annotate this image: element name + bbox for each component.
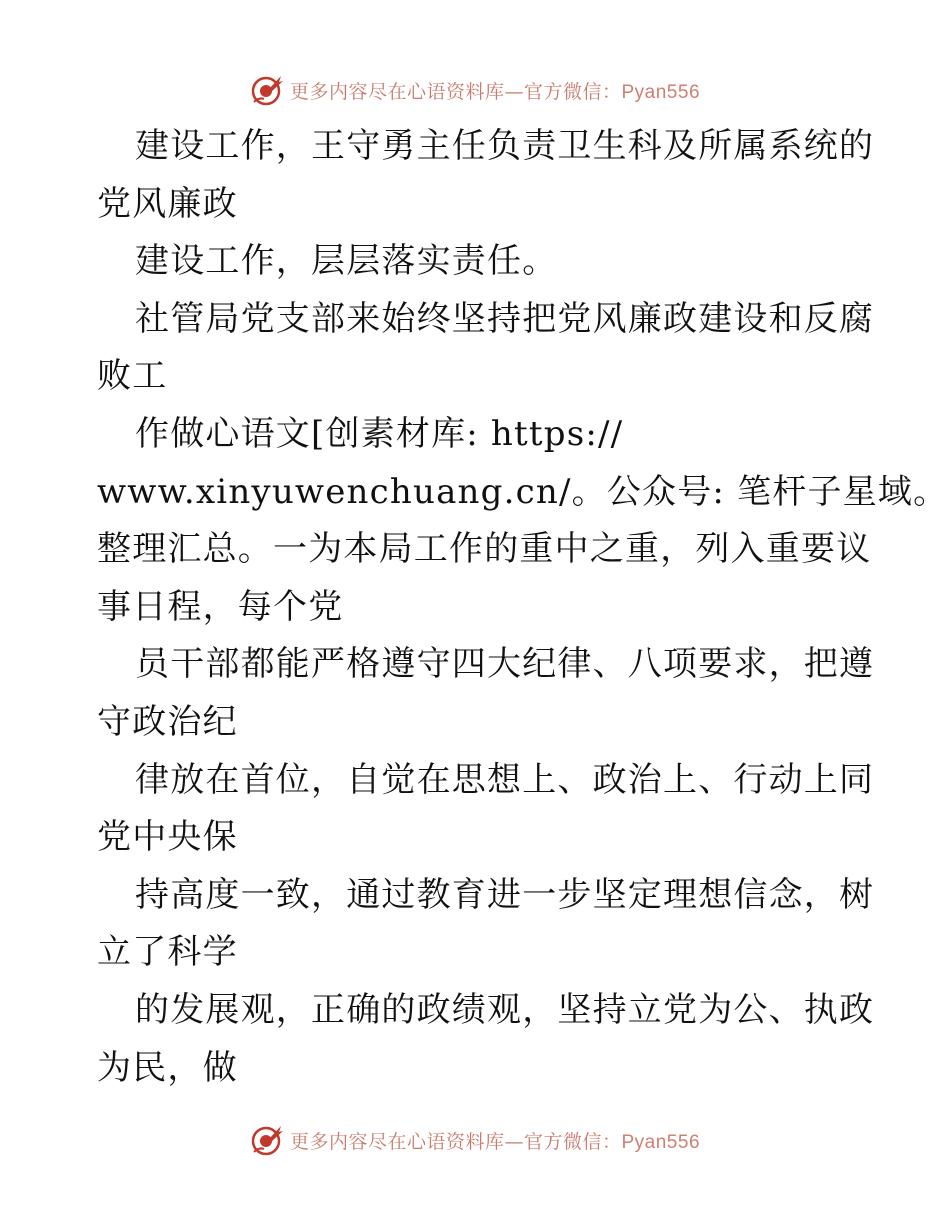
text-line: 律放在首位，自觉在思想上、政治上、行动上同 — [135, 759, 875, 800]
header-watermark — [0, 70, 950, 110]
watermark-text: 更多内容尽在心语资料库—官方微信：Pyan556 — [289, 1130, 701, 1153]
quill-logo-icon — [250, 1123, 284, 1157]
text-line: 败工 — [97, 356, 168, 397]
text-line: 建设工作，层层落实责任。 — [135, 241, 558, 282]
text-line: 事日程，每个党 — [97, 586, 344, 627]
text-line: 党风廉政 — [97, 183, 238, 224]
watermark-text: 更多内容尽在心语资料库—官方微信：Pyan556 — [289, 80, 701, 103]
document-body — [97, 118, 949, 1097]
footer-watermark — [0, 1120, 950, 1160]
text-line: 立了科学 — [97, 932, 238, 973]
text-line: 作做心语文[创素材库: https:// — [135, 413, 624, 454]
text-line: 建设工作，王守勇主任负责卫生科及所属系统的 — [135, 126, 875, 166]
text-line: 社管局党支部来始终坚持把党风廉政建设和反腐 — [135, 298, 875, 339]
quill-logo-icon — [250, 73, 284, 107]
text-line: 守政治纪 — [97, 701, 238, 742]
text-line: 整理汇总。一为本局工作的重中之重，列入重要议 — [97, 529, 872, 570]
text-line: 持高度一致，通过教育进一步坚定理想信念，树 — [135, 874, 875, 915]
text-line: 的发展观，正确的政绩观，坚持立党为公、执政 — [135, 989, 875, 1030]
watermark-id: Pyan556 — [621, 81, 701, 103]
watermark-id: Pyan556 — [621, 1131, 701, 1153]
text-line: 员干部都能严格遵守四大纪律、八项要求，把遵 — [135, 644, 875, 685]
text-line: 为民，做 — [97, 1047, 238, 1088]
text-line: www.xinyuwenchuang.cn/。公众号: 笔杆子星域。 — [97, 471, 949, 512]
text-line: 党中央保 — [97, 817, 238, 858]
